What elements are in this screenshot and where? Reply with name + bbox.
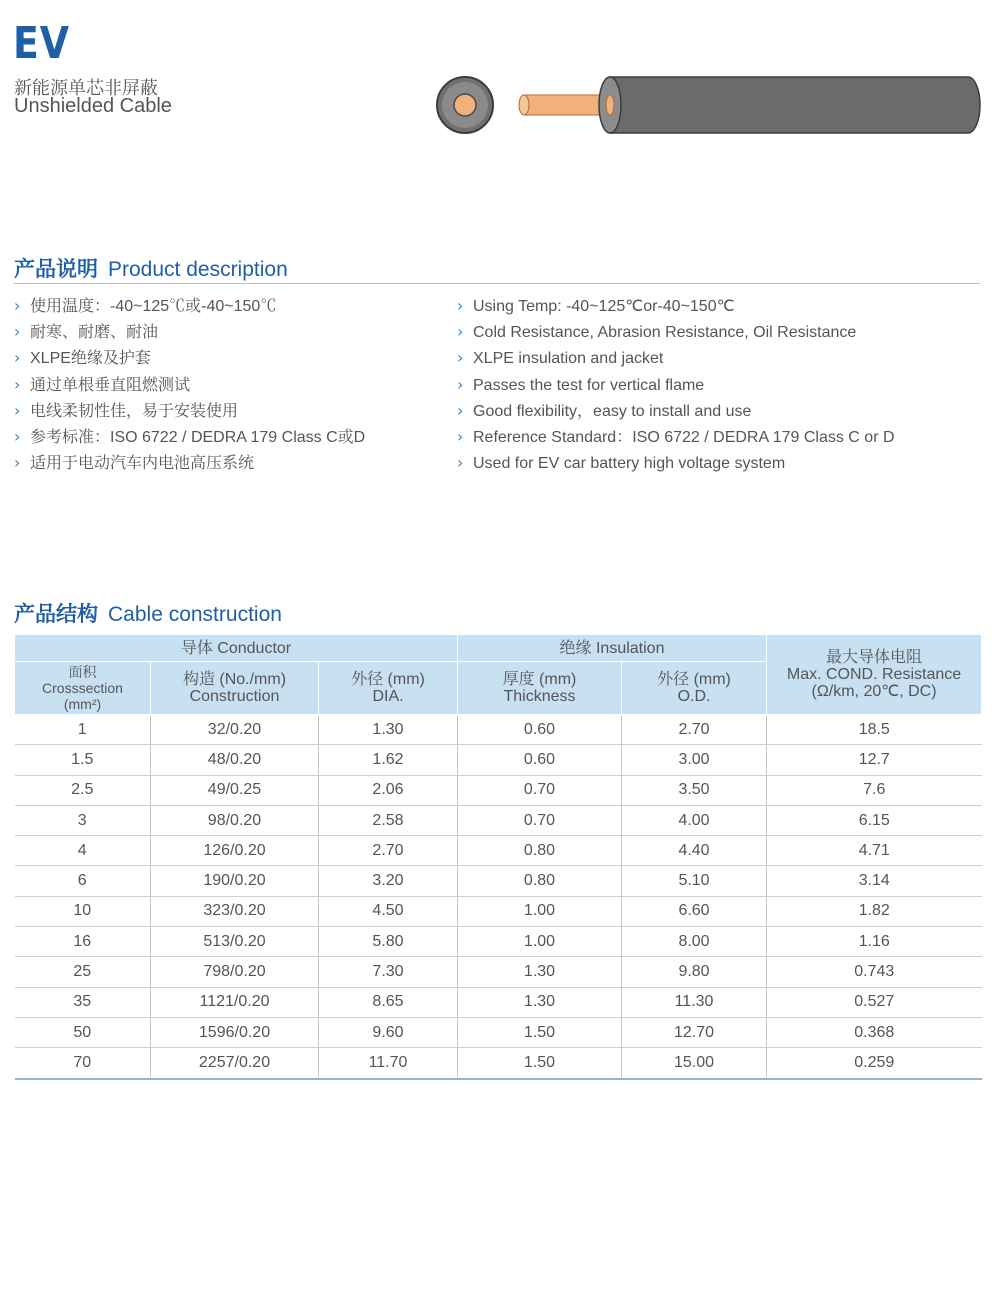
header-line: (mm²) <box>63 696 102 712</box>
resistance-header <box>767 635 982 715</box>
table-cell: 7.30 <box>319 957 458 987</box>
chevron-right-icon: › <box>457 348 464 368</box>
table-cell: 1.30 <box>458 987 622 1017</box>
table-cell: 3 <box>15 805 151 835</box>
table-cell: 25 <box>15 957 151 987</box>
chevron-right-icon: › <box>14 296 21 315</box>
table-row <box>15 745 982 775</box>
table-cell: 3.00 <box>622 745 767 775</box>
header-line: 最大导体电阻 <box>826 649 923 666</box>
list-item-text: Passes the test for vertical flame <box>473 376 705 394</box>
area-header <box>15 662 151 715</box>
table-cell: 1.82 <box>767 896 982 926</box>
table-cell: 4.71 <box>767 836 982 866</box>
table-cell: 3.14 <box>767 866 982 896</box>
table-cell: 1.62 <box>319 745 458 775</box>
product-subtitle-cn: 新能源单芯非屏蔽 <box>14 78 158 98</box>
table-row <box>15 805 982 835</box>
table-row <box>15 987 982 1017</box>
table-cell: 798/0.20 <box>151 957 319 987</box>
chevron-right-icon: › <box>14 400 21 420</box>
header-line: 外径 (mm) <box>657 671 731 688</box>
chevron-right-icon: › <box>14 426 21 446</box>
table-cell: 16 <box>15 927 151 957</box>
list-item <box>457 450 895 476</box>
list-item-text: 使用温度：-40~125℃或-40~150℃ <box>30 298 277 315</box>
list-item <box>457 398 895 424</box>
table-cell: 0.527 <box>767 987 982 1017</box>
table-cell: 2.5 <box>15 775 151 805</box>
table-cell: 4.50 <box>319 896 458 926</box>
table-cell: 10 <box>15 896 151 926</box>
list-item <box>14 293 365 319</box>
list-item-text: Cold Resistance, Abrasion Resistance, Oil Resistance <box>473 324 857 342</box>
table-row <box>15 1048 982 1079</box>
list-item <box>14 450 365 476</box>
table-cell: 32/0.20 <box>151 715 319 745</box>
list-item-text: XLPE绝缘及护套 <box>30 350 151 368</box>
table-cell: 6.15 <box>767 805 982 835</box>
header-line: Thickness <box>503 688 576 705</box>
table-cell: 1.30 <box>319 715 458 745</box>
header-line: Max. COND. Resistance <box>786 666 962 683</box>
table-cell: 1.00 <box>458 896 622 926</box>
list-item-text: Used for EV car battery high voltage system <box>473 455 786 473</box>
list-item <box>457 424 895 450</box>
table-cell: 2.70 <box>319 836 458 866</box>
list-item-text: Reference Standard：ISO 6722 / DEDRA 179 Class C or D <box>473 428 895 446</box>
table-cell: 15.00 <box>622 1048 767 1079</box>
table-cell: 98/0.20 <box>151 805 319 835</box>
construction-table-body <box>15 715 982 1079</box>
header-line: Crosssection <box>42 680 123 696</box>
list-item-text: 耐寒、耐磨、耐油 <box>30 324 159 342</box>
list-item <box>14 398 365 424</box>
table-cell: 12.7 <box>767 745 982 775</box>
table-row <box>15 836 982 866</box>
list-item-text: 参考标准：ISO 6722 / DEDRA 179 Class C或D <box>30 428 366 446</box>
table-cell: 1 <box>15 715 151 745</box>
table-cell: 50 <box>15 1017 151 1047</box>
od-header <box>622 662 767 715</box>
table-cell: 1.50 <box>458 1048 622 1079</box>
table-cell: 0.743 <box>767 957 982 987</box>
table-cell: 8.65 <box>319 987 458 1017</box>
list-item <box>457 345 895 371</box>
table-cell: 190/0.20 <box>151 866 319 896</box>
table-cell: 49/0.25 <box>151 775 319 805</box>
list-item-text: 电线柔韧性佳，易于安装使用 <box>30 402 239 420</box>
chevron-right-icon: › <box>457 296 464 315</box>
table-cell: 9.80 <box>622 957 767 987</box>
divider <box>14 283 980 284</box>
list-item-text: 通过单根垂直阻燃测试 <box>30 376 191 394</box>
cable-construction-title-en: Cable construction <box>108 603 282 626</box>
table-cell: 1121/0.20 <box>151 987 319 1017</box>
table-cell: 3.50 <box>622 775 767 805</box>
table-cell: 513/0.20 <box>151 927 319 957</box>
table-cell: 48/0.20 <box>151 745 319 775</box>
product-subtitle-en: Unshielded Cable <box>14 95 172 117</box>
header-line: Construction <box>189 688 280 705</box>
table-cell: 126/0.20 <box>151 836 319 866</box>
table-cell: 0.60 <box>458 715 622 745</box>
table-cell: 9.60 <box>319 1017 458 1047</box>
conductor-group-header: 导体 Conductor <box>15 635 458 662</box>
table-cell: 18.5 <box>767 715 982 745</box>
header-line: DIA. <box>372 688 404 705</box>
table-cell: 2.70 <box>622 715 767 745</box>
list-item <box>14 372 365 398</box>
table-cell: 4.00 <box>622 805 767 835</box>
table-cell: 4.40 <box>622 836 767 866</box>
chevron-right-icon: › <box>457 400 464 420</box>
table-cell: 1596/0.20 <box>151 1017 319 1047</box>
list-item <box>457 372 895 398</box>
table-cell: 0.259 <box>854 1053 895 1071</box>
thickness-header <box>458 662 622 715</box>
table-row <box>15 1017 982 1047</box>
table-row <box>15 896 982 926</box>
header-line: 厚度 (mm) <box>502 671 577 688</box>
table-row <box>15 775 982 805</box>
cable-cross-section-icon <box>437 77 493 133</box>
cable-side-view-icon <box>519 77 980 133</box>
table-cell: 1.30 <box>458 957 622 987</box>
table-cell: 0.80 <box>458 866 622 896</box>
construction-header <box>151 662 319 715</box>
construction-table <box>14 634 982 1080</box>
table-row <box>15 927 982 957</box>
list-item <box>14 424 365 450</box>
header-line: 外径 (mm) <box>351 671 425 688</box>
table-cell: 2.06 <box>319 775 458 805</box>
product-description-title-cn: 产品说明 <box>14 258 98 281</box>
table-cell: 323/0.20 <box>151 896 319 926</box>
table-cell: 0.80 <box>458 836 622 866</box>
description-list-cn <box>14 293 365 476</box>
table-cell: 0.368 <box>767 1017 982 1047</box>
table-cell: 2257/0.20 <box>151 1048 319 1079</box>
header-line: 面积 <box>68 664 97 680</box>
insulation-group-header: 绝缘 Insulation <box>458 635 767 662</box>
table-cell: 0.70 <box>458 775 622 805</box>
cable-construction-title <box>14 598 282 628</box>
table-cell: 70 <box>15 1048 151 1079</box>
table-row <box>15 866 982 896</box>
cable-illustration <box>430 65 990 145</box>
table-cell: 4 <box>15 836 151 866</box>
chevron-right-icon: › <box>457 426 464 446</box>
table-cell: 35 <box>15 987 151 1017</box>
list-item <box>14 345 365 371</box>
table-cell: 1.00 <box>458 927 622 957</box>
table-cell: 6 <box>15 866 151 896</box>
list-item-text: 适用于电动汽车内电池高压系统 <box>30 455 255 473</box>
table-cell: 6.60 <box>622 896 767 926</box>
chevron-right-icon: › <box>14 453 21 473</box>
list-item <box>457 293 895 319</box>
table-cell: 0.70 <box>458 805 622 835</box>
table-cell: 2.58 <box>319 805 458 835</box>
header-line: O.D. <box>677 688 711 705</box>
table-cell: 1.16 <box>767 927 982 957</box>
brand-logo: EV <box>13 18 70 69</box>
header-line: 构造 (No./mm) <box>182 671 287 688</box>
conductor-dia-header <box>319 662 458 715</box>
table-cell: 3.20 <box>319 866 458 896</box>
table-cell: 1.5 <box>15 745 151 775</box>
chevron-right-icon: › <box>457 322 464 342</box>
product-description-title <box>14 253 288 283</box>
list-item-text: Using Temp: -40~125℃or-40~150℃ <box>473 298 735 315</box>
chevron-right-icon: › <box>457 374 464 394</box>
table-row <box>15 715 982 745</box>
chevron-right-icon: › <box>457 453 464 473</box>
table-cell: 5.10 <box>622 866 767 896</box>
table-cell: 11.30 <box>622 987 767 1017</box>
table-cell: 7.6 <box>767 775 982 805</box>
table-cell: 5.80 <box>319 927 458 957</box>
list-item-text: XLPE insulation and jacket <box>473 350 664 368</box>
header-line: (Ω/km, 20℃, DC) <box>811 683 937 700</box>
table-cell: 1.50 <box>458 1017 622 1047</box>
cable-construction-title-cn: 产品结构 <box>14 603 98 626</box>
description-list-en <box>457 293 895 476</box>
table-cell: 8.00 <box>622 927 767 957</box>
table-cell: 12.70 <box>622 1017 767 1047</box>
product-description-title-en: Product description <box>108 258 288 281</box>
table-row <box>15 957 982 987</box>
table-cell: 0.60 <box>458 745 622 775</box>
list-item-text: Good flexibility，easy to install and use <box>473 402 752 420</box>
list-item <box>457 319 895 345</box>
chevron-right-icon: › <box>14 374 21 394</box>
chevron-right-icon: › <box>14 348 21 368</box>
chevron-right-icon: › <box>14 322 21 342</box>
list-item <box>14 319 365 345</box>
table-cell: 11.70 <box>319 1048 458 1079</box>
